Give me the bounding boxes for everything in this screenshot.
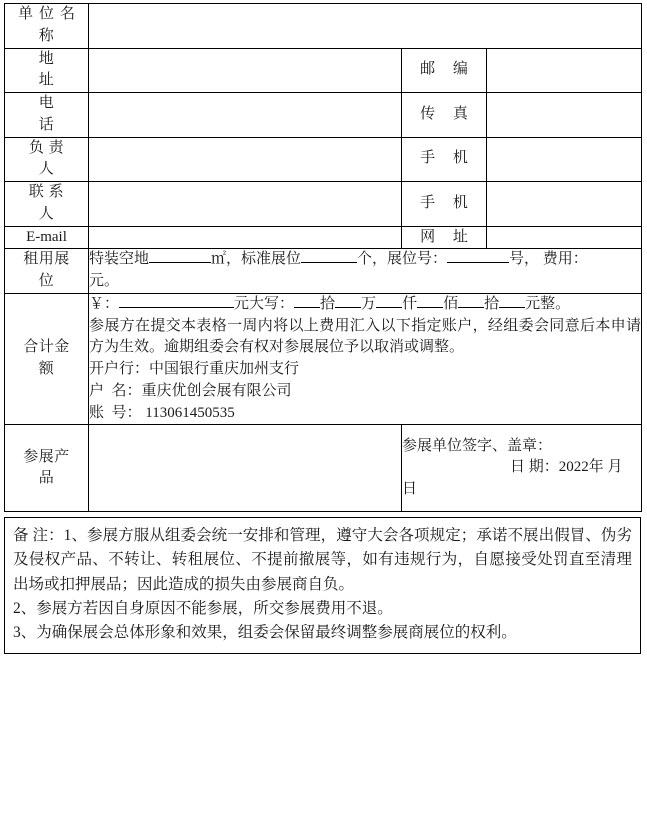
field-mobile-1[interactable]	[487, 137, 642, 182]
application-form-table	[4, 3, 642, 512]
table-row	[5, 4, 642, 49]
account-number-line: 账 号： 113061450535	[89, 404, 235, 421]
booth-text-prefix: 特装空地	[89, 251, 150, 268]
row-label-rented-booth	[5, 249, 89, 294]
field-person-in-charge[interactable]	[89, 137, 402, 182]
amount-terms-paragraph: 参展方在提交本表格一周内将以上费用汇入以下指定账户，经组委会同意后本申请方为生效。逾期组委会有权对参展展位予以取消或调整。	[89, 317, 642, 356]
signature-label: 参展单位签字、盖章：	[402, 437, 553, 454]
signature-and-seal-area[interactable]	[402, 425, 642, 512]
row-label-line2: 称	[38, 27, 55, 44]
booth-count-blank[interactable]	[301, 262, 357, 263]
table-row	[5, 137, 642, 182]
table-row	[5, 182, 642, 227]
booth-area-blank[interactable]	[149, 262, 211, 263]
row-label-exhibit-products	[5, 425, 89, 512]
amount-words-prefix: 元大写：	[234, 295, 295, 312]
amount-unit-shi2: 拾	[484, 295, 500, 312]
row-label-fax: 传 真	[402, 93, 487, 138]
field-total-amount-block[interactable]	[89, 293, 642, 425]
row-label-line2: 人	[38, 205, 55, 222]
bank-name-line: 开户行：中国银行重庆加州支行	[89, 361, 300, 377]
row-label-contact-person	[5, 182, 89, 227]
row-label-company-name	[5, 4, 89, 49]
row-label-line2: 位	[38, 273, 55, 289]
field-website[interactable]	[487, 226, 642, 249]
amount-shi2-blank[interactable]	[458, 307, 484, 308]
field-exhibit-products[interactable]	[89, 425, 402, 512]
row-label-line1: 电	[38, 95, 55, 111]
row-label-line1: 合计金	[23, 339, 70, 356]
signature-date-label: 日 期：2022年 月	[510, 459, 623, 476]
field-booth-details[interactable]	[89, 249, 642, 294]
row-label-line1: 联 系	[28, 184, 65, 200]
row-label-line2: 额	[38, 361, 55, 377]
field-telephone[interactable]	[89, 93, 402, 138]
booth-unit-no: 号， 费用：	[509, 251, 588, 268]
row-label-line1: 参展产	[23, 448, 70, 465]
row-label-address	[5, 48, 89, 93]
account-name-line: 户 名：重庆优创会展有限公司	[89, 382, 292, 399]
row-label-line1: 租用展	[23, 251, 70, 268]
field-postal-code[interactable]	[487, 48, 642, 93]
amount-unit-qian: 仟	[402, 295, 418, 312]
amount-unit-bai: 佰	[443, 295, 459, 312]
row-label-telephone	[5, 93, 89, 138]
booth-fee-line: 元。	[89, 273, 120, 289]
amount-unit-wan: 万	[361, 295, 377, 312]
note-line-2: 2、参展方若因自身原因不能参展，所交参展费用不退。	[13, 599, 393, 617]
table-row	[5, 226, 642, 249]
table-row	[5, 425, 642, 512]
table-row	[5, 48, 642, 93]
row-label-postal-code: 邮 编	[402, 48, 487, 93]
notes-section	[4, 517, 641, 654]
row-label-total-amount	[5, 293, 89, 425]
amount-shi-blank[interactable]	[294, 307, 320, 308]
note-line-1: 备 注：1、参展方服从组委会统一安排和管理，遵守大会各项规定；承诺不展出假冒、伪劣及侵权产品、不转让、转租展位、不提前撤展等，如有违规行为，自愿接受处罚直至清理出场或扣押展品；因此造成的损失由参展商自负。	[13, 527, 632, 593]
booth-unit-count: 个，展位号：	[357, 251, 448, 268]
booth-unit-area: ㎡，标准展位	[211, 251, 302, 268]
currency-symbol: ￥：	[89, 295, 120, 312]
amount-unit-shi: 拾	[320, 295, 336, 312]
table-row	[5, 293, 642, 425]
signature-day-label: 日	[402, 481, 418, 498]
row-label-line2: 人	[38, 161, 55, 178]
field-email[interactable]	[89, 226, 402, 249]
amount-entry-line[interactable]	[89, 294, 641, 316]
row-label-line2: 品	[38, 470, 55, 487]
table-row	[5, 249, 642, 294]
row-label-line1: 负 责	[28, 139, 65, 156]
amount-number-blank[interactable]	[119, 307, 234, 308]
amount-qian-blank[interactable]	[376, 307, 402, 308]
row-label-line1: 单位名	[17, 6, 81, 22]
field-address[interactable]	[89, 48, 402, 93]
amount-bai-blank[interactable]	[417, 307, 443, 308]
amount-unit-yuan: 元整。	[525, 295, 571, 312]
note-line-3: 3、为确保展会总体形象和效果，组委会保留最终调整参展商展位的权利。	[13, 623, 517, 641]
amount-wan-blank[interactable]	[335, 307, 361, 308]
amount-yuan-blank[interactable]	[499, 307, 525, 308]
row-label-email: E-mail	[5, 226, 89, 249]
field-contact-person[interactable]	[89, 182, 402, 227]
field-company-name[interactable]	[89, 4, 642, 49]
row-label-person-in-charge	[5, 137, 89, 182]
field-fax[interactable]	[487, 93, 642, 138]
table-row	[5, 93, 642, 138]
row-label-mobile-2: 手 机	[402, 182, 487, 227]
row-label-line2: 话	[38, 116, 55, 133]
row-label-line1: 地	[38, 50, 55, 67]
row-label-mobile-1: 手 机	[402, 137, 487, 182]
field-mobile-2[interactable]	[487, 182, 642, 227]
row-label-line2: 址	[38, 72, 55, 89]
booth-no-blank[interactable]	[447, 262, 509, 263]
row-label-website: 网 址	[402, 226, 487, 249]
